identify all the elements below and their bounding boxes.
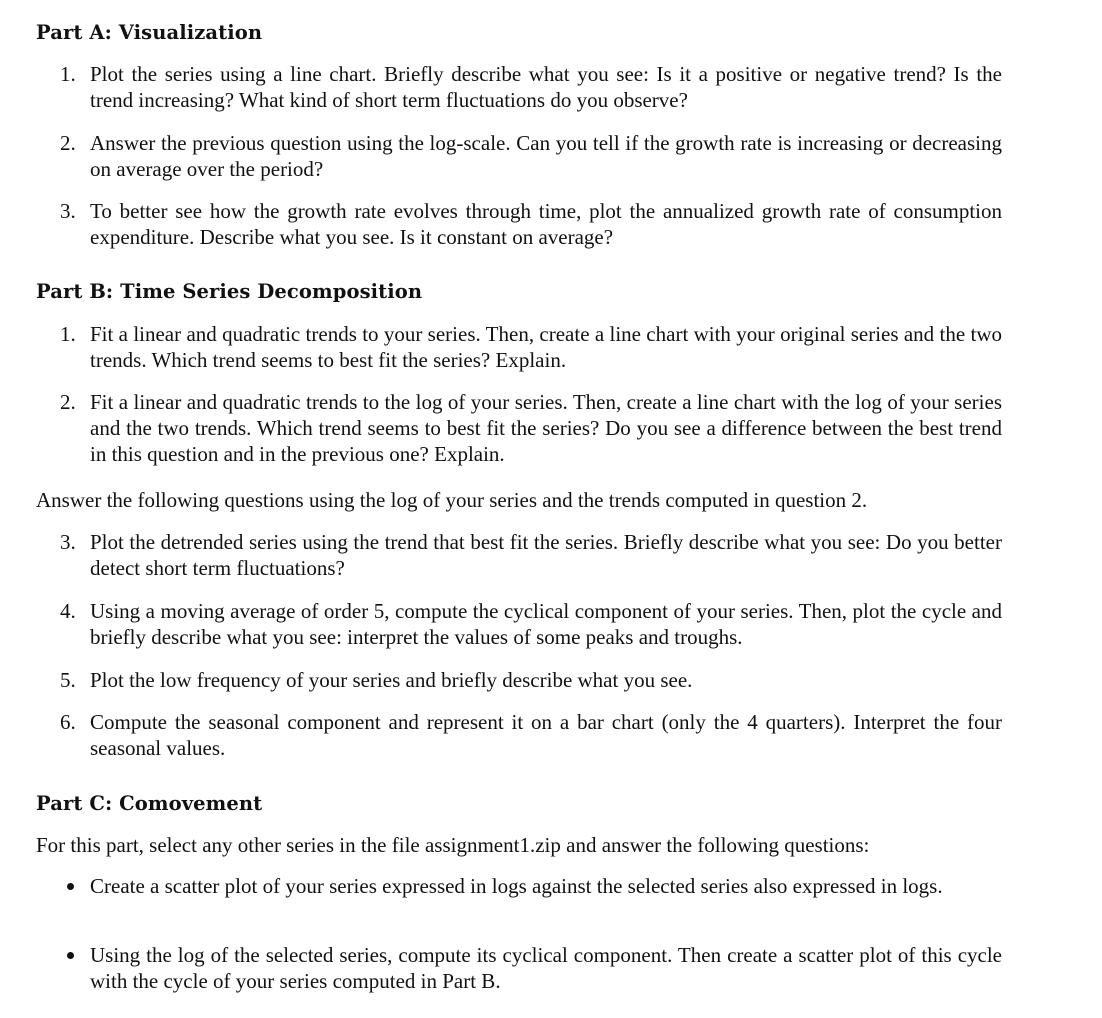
item-text: Using the log of the selected series, compute its cyclical component. Then create a scatter plot of this cycle with the cycle of your series computed in Part B.	[90, 943, 1002, 993]
item-number: 2.	[60, 131, 76, 155]
part-a-heading: Part A: Visualization	[36, 21, 263, 44]
item-number: 3.	[60, 530, 76, 554]
item-text: Compute the seasonal component and represent it on a bar chart (only the 4 quarters). Interpret the four seasonal values.	[90, 710, 1002, 760]
item-number: 4.	[60, 599, 76, 623]
bullet-icon	[67, 952, 74, 959]
item-text: Using a moving average of order 5, compute the cyclical component of your series. Then, plot the cycle and briefly describe what you see: interpret the values of some peaks and troughs.	[90, 599, 1002, 649]
item-number: 3.	[60, 199, 76, 223]
part-b-intro: Answer the following questions using the log of your series and the trends computed in question 2.	[36, 488, 868, 512]
part-c-intro: For this part, select any other series in the file assignment1.zip and answer the following questions:	[36, 833, 870, 857]
item-text: Plot the detrended series using the trend that best fit the series. Briefly describe what you see: Do you better detect short term fluctuations?	[90, 530, 1002, 580]
item-text: Answer the previous question using the log-scale. Can you tell if the growth rate is increasing or decreasing on average over the period?	[90, 131, 1002, 181]
item-text: To better see how the growth rate evolves through time, plot the annualized growth rate of consumption expenditure. Describe what you see. Is it constant on average?	[90, 199, 1002, 249]
item-text: Create a scatter plot of your series expressed in logs against the selected series also expressed in logs.	[90, 874, 943, 898]
item-number: 1.	[60, 62, 76, 86]
item-text: Fit a linear and quadratic trends to your series. Then, create a line chart with your original series and the two trends. Which trend seems to best fit the series? Explain.	[90, 322, 1002, 372]
item-number: 6.	[60, 710, 76, 734]
item-number: 2.	[60, 390, 76, 414]
item-text: Fit a linear and quadratic trends to the log of your series. Then, create a line chart with the log of your series and the two trends. Which trend seems to best fit the series? Do you see a difference between the best trend in this question and in the previous one? Explain.	[90, 390, 1002, 466]
item-text: Plot the low frequency of your series and briefly describe what you see.	[90, 668, 693, 692]
item-text: Plot the series using a line chart. Briefly describe what you see: Is it a positive or negative trend? Is the trend increasing? What kind of short term fluctuations do you observe?	[90, 62, 1002, 112]
bullet-icon	[67, 883, 74, 890]
item-number: 1.	[60, 322, 76, 346]
part-b-heading: Part B: Time Series Decomposition	[36, 280, 423, 303]
item-number: 5.	[60, 668, 76, 692]
part-c-heading: Part C: Comovement	[36, 792, 263, 815]
